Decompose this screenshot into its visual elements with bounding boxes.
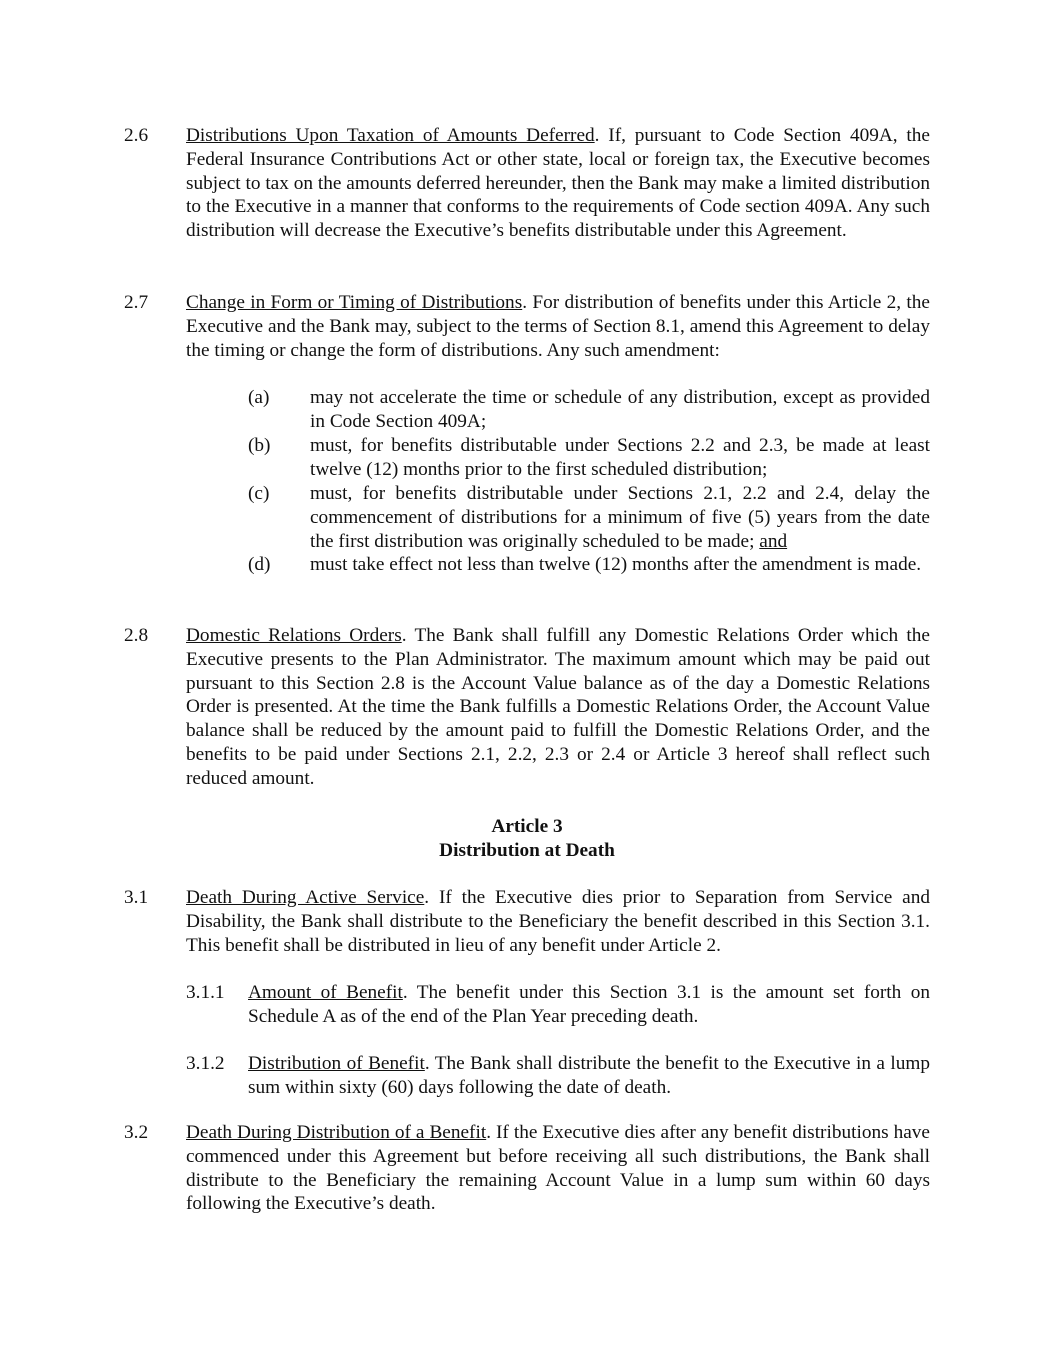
section-3-1-1 <box>186 981 930 1029</box>
item-label: (c) <box>248 483 270 504</box>
list-item-d <box>248 553 930 577</box>
item-body <box>310 482 930 553</box>
item-trailing: and <box>759 530 788 552</box>
section-number: 3.1.1 <box>186 982 225 1003</box>
section-title: Death During Distribution of a Benefit <box>186 1122 487 1143</box>
list-item-c <box>248 482 930 553</box>
section-body <box>186 291 930 362</box>
section-title: Distribution of Benefit <box>248 1053 425 1074</box>
section-title: Death During Active Service <box>186 887 425 908</box>
section-text: . The Bank shall fulfill any Domestic Relations Order which the Executive presents to the Plan Administrator. The maximum amount which may be paid out pursuant to this Section 2.8 is the Account Value balance as of the day a Domestic Relations Order is presented. At the time the Bank fulfills a Domestic Relations Order, the Account Value balance shall be reduced by the amount paid to fulfill the Domestic Relations Order, and the benefits to be paid under Sections 2.1, 2.2, 2.3 or 2.4 or Article 3 hereof shall reflect such reduced amount. <box>186 625 930 789</box>
item-text: must, for benefits distributable under Sections 2.1, 2.2 and 2.4, delay the commencement of distributions for a minimum of five (5) years from the date the first distribution was originally scheduled to be made; <box>310 483 930 552</box>
section-number: 2.7 <box>124 292 149 313</box>
section-2-6 <box>124 124 930 243</box>
section-text: . The Bank shall distribute the benefit to the Executive in a lump sum within sixty (60) days following the date of death. <box>248 1053 930 1098</box>
section-title: Domestic Relations Orders <box>186 625 402 646</box>
section-text: . If the Executive dies after any benefit distributions have commenced under this Agreement but before receiving all such distributions, the Bank shall distribute to the Beneficiary the remaining Account Value in a lump sum within 60 days following the Executive’s death. <box>186 1122 930 1215</box>
section-2-7 <box>124 291 930 362</box>
section-text: . For distribution of benefits under this Article 2, the Executive and the Bank may, subject to the terms of Section 8.1, amend this Agreement to delay the timing or change the form of distributions. Any such amendment: <box>186 292 930 361</box>
section-body <box>186 624 930 791</box>
section-3-2 <box>124 1121 930 1216</box>
section-body <box>186 1121 930 1216</box>
section-3-1 <box>124 886 930 957</box>
article-heading: Article 3 <box>491 816 563 837</box>
section-body <box>248 1052 930 1100</box>
item-label: (d) <box>248 554 271 575</box>
section-body <box>248 981 930 1029</box>
section-text: . If the Executive dies prior to Separation from Service and Disability, the Bank shall distribute to the Beneficiary the benefit described in this Section 3.1. This benefit shall be distributed in lieu of any benefit under Article 2. <box>186 887 930 956</box>
section-number: 3.1.2 <box>186 1053 225 1074</box>
section-2-8 <box>124 624 930 791</box>
section-text: . The benefit under this Section 3.1 is the amount set forth on Schedule A as of the end of the Plan Year preceding death. <box>248 982 930 1027</box>
list-item-b <box>248 434 930 482</box>
section-title: Amount of Benefit <box>248 982 403 1003</box>
item-text: must, for benefits distributable under Sections 2.2 and 2.3, be made at least twelve (12) months prior to the first scheduled distribution; <box>310 435 930 480</box>
section-number: 2.6 <box>124 125 149 146</box>
item-text: may not accelerate the time or schedule of any distribution, except as provided in Code Section 409A; <box>310 387 930 432</box>
section-body <box>186 124 930 243</box>
section-title: Change in Form or Timing of Distributions <box>186 292 523 313</box>
section-3-1-2 <box>186 1052 930 1100</box>
section-body <box>186 886 930 957</box>
item-label: (b) <box>248 435 271 456</box>
article-subheading: Distribution at Death <box>439 840 615 861</box>
item-text: must take effect not less than twelve (12) months after the amendment is made. <box>310 554 922 575</box>
section-text: . If, pursuant to Code Section 409A, the Federal Insurance Contributions Act or other state, local or foreign tax, the Executive becomes subject to tax on the amounts deferred hereunder, then the Bank may make a limited distribution to the Executive in a manner that conforms to the requirements of Code section 409A. Any such distribution will decrease the Executive’s benefits distributable under this Agreement. <box>186 125 930 242</box>
item-label: (a) <box>248 387 270 408</box>
section-number: 3.2 <box>124 1122 149 1143</box>
list-item-a <box>248 386 930 434</box>
section-title: Distributions Upon Taxation of Amounts Deferred <box>186 125 595 146</box>
section-number: 3.1 <box>124 887 149 908</box>
section-number: 2.8 <box>124 625 149 646</box>
